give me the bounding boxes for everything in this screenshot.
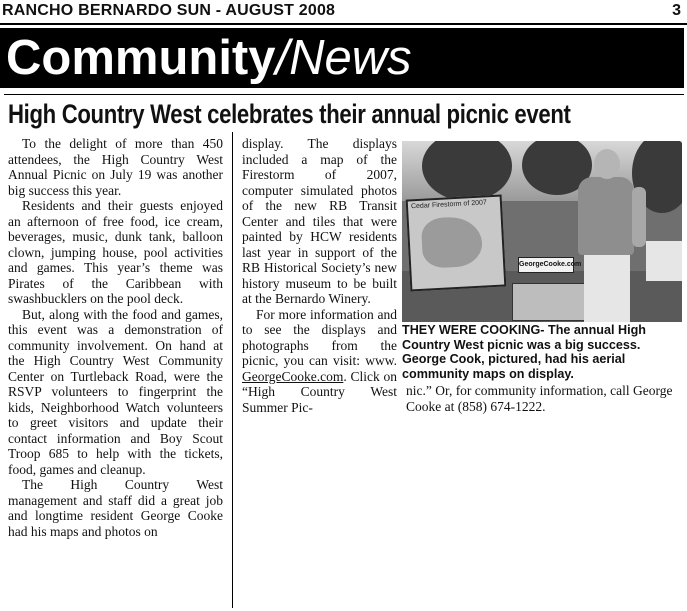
photo-vehicle [646,241,682,281]
photo-fire-map [406,195,507,292]
article-column-2 [242,136,397,415]
section-title-bold: Community [6,31,276,85]
paragraph: The High Country West management and staff did a great job and longtime resident George Cooke had his maps and photos on [8,477,223,539]
paragraph-text: . Click on “High Country West Summer Pic- [242,368,397,415]
article-photo [402,141,682,322]
page-number: 3 [672,2,681,19]
paragraph: display. The displays included a map of the Firestorm of 2007, computer simulated photos of the new RB Transit Center and tiles that were painted by HCW residents last year in support of the RB Historical Society’s new history museum to be built at the Bernardo Winery. [242,136,397,306]
photo-sign: GeorgeCooke.com [518,257,574,273]
paragraph: Residents and their guests enjoyed an afternoon of free food, ice cream, beverages, music, dunk tank, balloon clown, jumping house, pool activities and games. This year’s theme was Pirates of the Caribbean with swashbucklers on the pool deck. [8,198,223,306]
publication-line: RANCHO BERNARDO SUN - AUGUST 2008 [2,2,336,19]
masthead [0,0,687,22]
paragraph: nic.” Or, for community information, call George Cooke at (858) 674-1222. [406,383,673,414]
article-headline: High Country West celebrates their annual picnic event [8,99,571,129]
masthead-rule [0,23,687,25]
paragraph: To the delight of more than 450 attendees, the High Country West Annual Picnic on July 19 was another big success this year. [8,136,223,198]
section-banner [0,28,684,88]
photo-person-legs [584,253,630,322]
section-title-italic: /News [275,31,412,85]
map-label: Cedar Firestorm of 2007 [410,199,487,211]
article-column-3 [406,383,683,414]
section-title [6,31,412,85]
paragraph-text: For more information and to see the displays and photographs from the picnic, you can visit: www. [242,306,397,368]
photo-person-body [578,177,634,255]
photo-person-arm [632,187,646,247]
photo-person-head [594,149,620,179]
column-divider [232,132,233,608]
article-column-1 [8,136,223,539]
headline-rule [4,94,684,95]
website-link[interactable]: GeorgeCooke.com [242,368,344,384]
photo-caption: THEY WERE COOKING- The annual High Country West picnic was a big success. George Cook, pictured, had his aerial community maps on display. [402,323,646,381]
map-region [421,216,484,269]
paragraph [242,307,397,416]
photo-display-board [512,283,594,321]
paragraph: But, along with the food and games, this event was a demonstration of community involvement. On hand at the High Country West Community Center on Turtleback Road, were the RSVP volunteers to fingerprint the kids, Neighborhood Watch volunteers to greet visitors and update their contact information and Boy Scout Troop 685 to help with the tickets, food, games and cleanup. [8,306,223,477]
